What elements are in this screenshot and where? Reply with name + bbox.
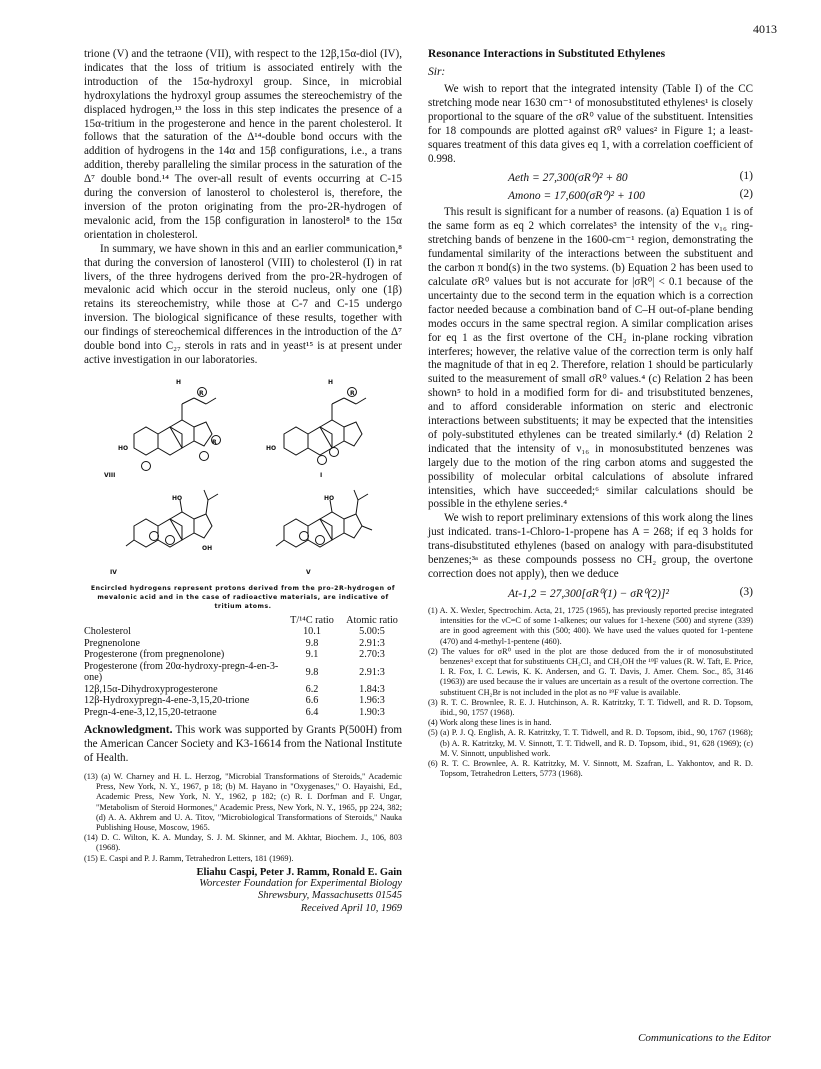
table-header: Atomic ratio — [346, 614, 398, 626]
label-oh-iv: OH — [202, 544, 213, 552]
label-r: R — [199, 389, 204, 397]
equation-3-number: (3) — [739, 585, 753, 598]
compound-name: Pregnenolone — [84, 637, 141, 649]
article-title: Resonance Interactions in Substituted Ethylenes — [428, 48, 666, 60]
institution: Worcester Foundation for Experimental Biology — [199, 877, 402, 889]
right-paragraph-3: We wish to report preliminary extensions of this work along the lines just indicated. trans-1-Chloro-1-propene has A = 268; if eq 3 holds for trans-disubstituted ethylenes (based on analogy with para-disubstituted benzenes;³ᵃ as these compounds possess no CH₂ group, the overtone correction does not apply), then we deduce — [428, 512, 753, 580]
reference-5: (5) (a) P. J. Q. English, A. R. Katritzky, T. T. Tidwell, and R. D. Topsom, ibid., 90, 1767 (1968); (b) A. R. Katritzky, M. V. Sinnott, T. T. Tidwell, and R. D. Topsom, ibid., 91, 628 (1969); (c) M. V. Sinnott, unpublished work. — [428, 728, 753, 758]
ratio-value: 10.1 — [303, 626, 321, 638]
atomic-ratio: 2.91:3 — [359, 666, 385, 678]
reference-13: (13) (a) W. Charney and H. L. Herzog, "Microbial Transformations of Steroids," Academic Press, New York, N. Y., 1967, p 18; (b) M. Hayano in "Oxygenases," O. Hayaishi, Ed., Academic Press, New York, N. Y., 1962, p 182; (c) R. I. Dorfman and F. Ungar, "Metabolism of Steroid Hormones," Academic Press, New York, N. Y., 1965, pp 224, 382; (d) A. A. Akhrem and U. A. Titov, "Microbiological Transformations of Steroids," Nauka Publishing House, Moscow, 1965. — [84, 772, 402, 833]
figure-caption: Encircled hydrogens represent protons derived from the pro-2R-hydrogen of mevalonic acid and in the case of radioactive materials, are indicative of tritium atoms. — [90, 584, 396, 610]
equation-1-body: Aeth = 27,300(σR⁰)² + 80 — [508, 172, 628, 185]
table-row — [84, 661, 402, 684]
acknowledgment — [84, 724, 402, 766]
label-ho-i: HO — [266, 444, 277, 452]
ratio-value: 9.8 — [305, 666, 319, 678]
ratio-value: 9.8 — [305, 637, 319, 649]
right-references — [428, 606, 753, 779]
equation-1 — [428, 170, 753, 184]
atomic-ratio: 2.91:3 — [359, 637, 385, 649]
atomic-ratio: 1.84:3 — [359, 683, 385, 695]
equation-3-body: At-1,2 = 27,300[σR⁰(1) − σR⁰(2)]² — [508, 587, 669, 600]
compound-name: Progesterone (from pregnenolone) — [84, 649, 225, 661]
reference-2: (2) The values for σR⁰ used in the plot are those deduced from the ir of monosubstituted benzenes³ except that for substituents CH₂Cl₂ and CH₂OH the ¹⁹F values (R. W. Taft, E. Price, I. R. Fox, I. C. Lewis, K. K. Andersen, and G. T. Davis, J. Amer. Chem. Soc., 85, 3146 (1963)) are used because the ir values are uncertain as a result of the overtone correction. The substituent CH₂Br is not included in the plot as no ¹⁹F value is available. — [428, 646, 753, 697]
label-ho-viii: HO — [118, 444, 129, 452]
left-paragraph-2: In summary, we have shown in this and an earlier communication,⁸ that during the conversion of lanosterol (VIII) to cholesterol (I) in rat livers, of the three hydrogens derived from the pro-2R-hydrogen of mevalonic acid which occur in the steroid nucleus, only one (1β) retains its stereochemistry, while those at C-7 and C-15 undergo inversion. The biological significance of these results, together with our findings of stereochemical differences in the introduction of the Δ⁷ double bond into C₂₇ sterols in rats and in yeast¹⁵ is at present under active investigation in our laboratories. — [84, 242, 402, 366]
right-paragraph-1: We wish to report that the integrated intensity (Table I) of the CC stretching mode near 1630 cm⁻¹ of monosubstituted ethylenes¹ is closely proportional to the square of the σR⁰ value of the substituent. Intensities for 18 compounds are plotted against σR⁰ values² in Figure 1; a least-squares treatment of this data gives eq 1, with a correlation coefficient of 0.998. — [428, 83, 753, 165]
structure-viii — [134, 387, 221, 470]
table-row — [84, 684, 402, 696]
structure-i — [284, 387, 366, 464]
right-paragraph-2: This result is significant for a number of reasons. (a) Equation 1 is of the same form as eq 2 which correlates³ the intensity of the ν₁₆ ring-stretching bands of benzene in the 1600-cm⁻¹ region, demonstrating the fundamental similarity of the interactions between the substituent and the carbon π bond(s) in the two systems. (b) Equation 2 has been used to calculate σR⁰ values but is not accurate for |σR⁰| < 0.1 because of the uncertainty due to the second term in the equation which is a correction factor needed because a combination band of C–H out-of-plane bending modes occurs in the same spectral region. A similar complication arises for eq 1 as the first overtone of the CH₂ in-plane rocking vibration interferes; however, the relative value of the correction term is only half the magnitude of that in eq 2. Therefore, relation 1 should be particularly suited to the measurement of small σR⁰ values.⁴ (c) Relation 2 has been shown⁵ to hold in a modified form for di- and trisubstituted benzenes, and to afford considerable information on steric and electronic interactions between substituents; it may be expected that the intensities of poly-substituted ethylenes can be treated similarly.⁴ (d) Relation 2 indicated that the intensity of ν₁₆ in monosubstituted benzenes was largely due to the motion of the ring carbon atoms and suggested the possibility of molecular orbital calculations of absolute infrared intensities, which have succeeded;⁶ similar calculations should be possible in the ethylene series.⁴ — [428, 206, 753, 511]
authors: Eliahu Caspi, Peter J. Ramm, Ronald E. Gain — [196, 866, 402, 878]
left-paragraph-1: trione (V) and the tetraone (VII), with respect to the 12β,15α-diol (IV), indicates that the loss of tritium is associated entirely with the introduction of the 15α-hydroxyl group. Since, in microbial hydroxylations the hydroxyl group assumes the stereochemistry of the displaced hydrogen,¹³ the loss in this step indicates the presence of a 15α-tritium in the progesterone and hence in the parent cholesterol. It follows that the saturation of the Δ¹⁴-double bond occurs with the addition of hydrogens in the 14α and 15β configurations, i.e., a trans addition, thereby paralleling the similar process in the saturation of the Δ⁷ double bond.¹⁴ The over-all result of events occurring at C-15 during the conversion of lanosterol to cholesterol is, therefore, the inversion of the proton originating from the pro-2R-hydrogen of mevalonic acid, from the 15β configuration in lanosterol⁸ to the 15α orientation in cholesterol. — [84, 48, 402, 241]
equation-2-number: (2) — [739, 188, 753, 201]
salutation: Sir: — [428, 66, 446, 78]
label-ho-v: HO — [324, 494, 335, 502]
right-column — [428, 48, 753, 779]
steroid-structures-figure — [84, 374, 402, 582]
table-row — [84, 695, 402, 707]
page-number: 4013 — [753, 22, 777, 36]
equation-3 — [428, 586, 753, 600]
reference-6: (6) R. T. C. Brownlee, A. R. Katritzky, M. V. Sinnott, M. Szafran, L. Yakhontov, and R. D. Topsom, Tetrahedron Letters, 5773 (1968). — [428, 758, 753, 779]
ratio-value: 6.2 — [305, 683, 319, 695]
atomic-ratio: 5.00:5 — [359, 626, 385, 638]
reference-1: (1) A. X. Wexler, Spectrochim. Acta, 21, 1725 (1965), has previously reported precise integrated intensities for the νC=C of some 1-alkenes; our values for 1-hexene (500) and styrene (339) are in good agreement with this (500; 400). We have used the values quoted for 1-pentene (470) and 4-methyl-1-pentene (460). — [428, 605, 753, 646]
equation-2-body: Amono = 17,600(σR⁰)² + 100 — [508, 190, 645, 203]
compound-name: Cholesterol — [84, 626, 131, 638]
ratio-value: 6.4 — [305, 706, 319, 718]
table-row — [84, 638, 402, 650]
table-header — [84, 615, 282, 627]
address: Shrewsbury, Massachusetts 01545 — [258, 890, 402, 902]
compound-name: Progesterone (from 20α-hydroxy-pregn-4-en-3-one) — [84, 660, 279, 684]
ack-body: This work was supported by Grants P(500H) from the American Cancer Society and K3-16614 from the National Institute of Health. — [84, 724, 402, 765]
atomic-ratio: 1.96:3 — [359, 695, 385, 707]
compound-name: 12β,15α-Dihydroxyprogesterone — [84, 683, 218, 695]
label-h: H — [176, 378, 182, 386]
received-date: Received April 10, 1969 — [300, 902, 402, 914]
reference-3: (3) R. T. C. Brownlee, R. E. J. Hutchinson, A. R. Katritzky, T. T. Tidwell, and R. D. Topsom, ibid., 90, 1757 (1968). — [428, 697, 753, 717]
atomic-ratio: 2.70:3 — [359, 649, 385, 661]
equation-2 — [428, 188, 753, 202]
atomic-ratio: 1.90:3 — [359, 706, 385, 718]
tritium-ratio-table — [84, 615, 402, 719]
label-ho-iv: HO — [172, 494, 183, 502]
structures-svg — [84, 374, 402, 582]
label-viii: VIII — [104, 471, 116, 479]
label-iv: IV — [110, 568, 117, 576]
ratio-value: 6.6 — [305, 695, 319, 707]
ack-heading: Acknowledgment. — [84, 724, 173, 737]
compound-name: 12β-Hydroxypregn-4-ene-3,15,20-trione — [84, 695, 250, 707]
compound-name: Pregn-4-ene-3,12,15,20-tetraone — [84, 706, 217, 718]
section-footer: Communications to the Editor — [638, 1032, 771, 1044]
label-i: I — [320, 471, 323, 479]
left-column — [84, 48, 402, 915]
table-row — [84, 649, 402, 661]
label-r: R — [350, 389, 355, 397]
label-v: V — [306, 568, 311, 576]
label-h: H — [328, 378, 334, 386]
table-header: T/¹⁴C ratio — [290, 614, 334, 626]
equation-1-number: (1) — [739, 170, 753, 183]
table-row — [84, 707, 402, 719]
table-header-row — [84, 615, 402, 627]
table-row — [84, 626, 402, 638]
label-r: R — [212, 438, 217, 446]
reference-14: (14) D. C. Wilton, K. A. Munday, S. J. M. Skinner, and M. Akhtar, Biochem. J., 106, 803 (1968). — [84, 833, 402, 853]
reference-15: (15) E. Caspi and P. J. Ramm, Tetrahedron Letters, 181 (1969). — [84, 853, 294, 863]
left-references — [84, 772, 402, 864]
reference-4: (4) Work along these lines is in hand. — [428, 718, 552, 728]
ratio-value: 9.1 — [305, 649, 319, 661]
